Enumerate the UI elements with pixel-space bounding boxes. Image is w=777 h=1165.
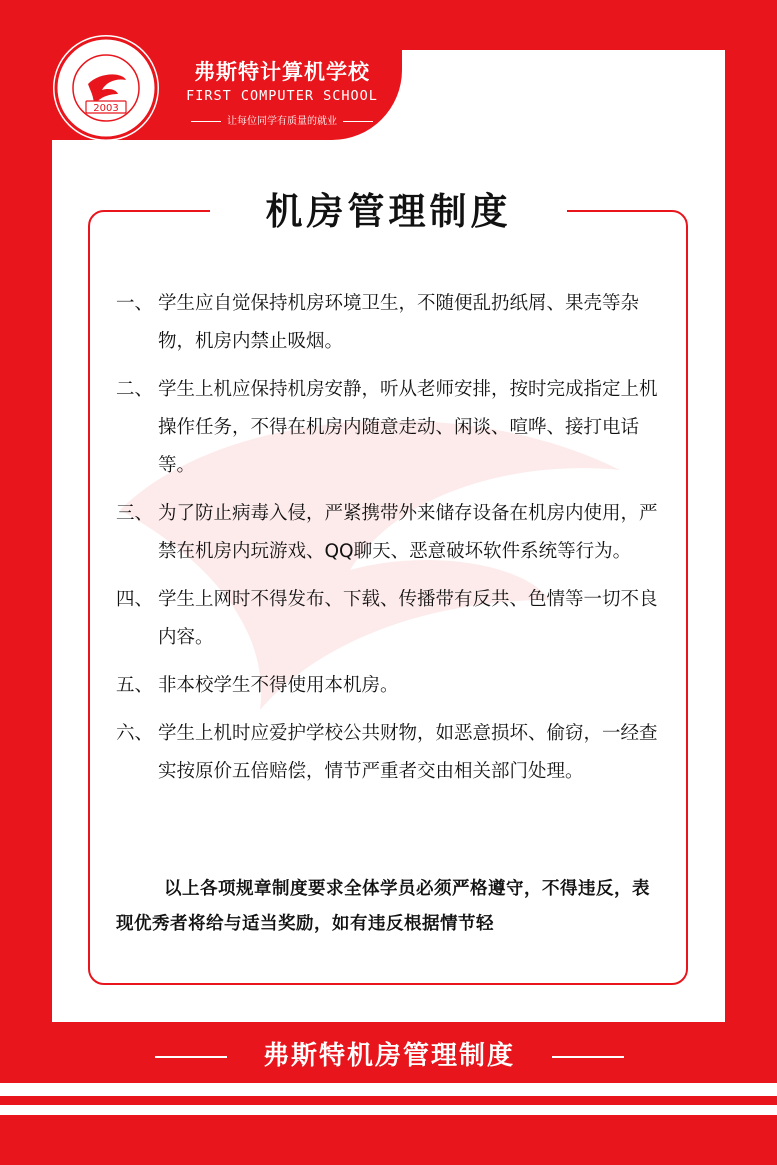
title-wrap xyxy=(210,186,567,238)
rule-item xyxy=(116,667,666,705)
footer-stripe xyxy=(0,1105,777,1115)
rule-item xyxy=(116,495,666,571)
rule-number: 一、 xyxy=(116,293,154,314)
closing-paragraph: 以上各项规章制度要求全体学员必须严格遵守，不得违反，表现优秀者将给与适当奖励，如有违反根据情节轻 xyxy=(116,879,650,934)
rule-item xyxy=(116,371,666,485)
rule-number: 六、 xyxy=(116,723,154,744)
school-slogan: 让每位同学有质量的就业 xyxy=(172,112,392,127)
school-name-en: FIRST COMPUTER SCHOOL xyxy=(186,88,378,104)
rule-text: 非本校学生不得使用本机房。 xyxy=(158,675,399,696)
school-name-cn: 弗斯特计算机学校 xyxy=(194,60,370,84)
footer-title: 弗斯特机房管理制度 xyxy=(262,1041,515,1071)
footer-stripe xyxy=(0,1083,777,1096)
rules-list xyxy=(116,285,666,801)
rule-text: 为了防止病毒入侵，严紧携带外来储存设备在机房内使用，严禁在机房内玩游戏、QQ聊天、恶意破坏软件系统等行为。 xyxy=(158,503,658,562)
rule-number: 四、 xyxy=(116,589,154,610)
rule-number: 二、 xyxy=(116,379,154,400)
rule-number: 三、 xyxy=(116,503,154,524)
rule-text: 学生上网时不得发布、下载、传播带有反共、色情等一切不良内容。 xyxy=(158,589,658,648)
rule-text: 学生上机时应爱护学校公共财物，如恶意损坏、偷窃，一经查实按原价五倍赔偿，情节严重者交由相关部门处理。 xyxy=(158,723,658,782)
rule-number: 五、 xyxy=(116,675,154,696)
rule-text: 学生上机应保持机房安静，听从老师安排，按时完成指定上机操作任务，不得在机房内随意走动、闲谈、喧哗、接打电话等。 xyxy=(158,379,658,476)
school-logo xyxy=(50,32,162,144)
rule-item xyxy=(116,581,666,657)
logo-year: 2003 xyxy=(93,103,119,114)
rule-item xyxy=(116,715,666,791)
footer-divider-right xyxy=(552,1056,624,1058)
rule-item xyxy=(116,285,666,361)
rule-text: 学生应自觉保持机房环境卫生，不随便乱扔纸屑、果壳等杂物，机房内禁止吸烟。 xyxy=(158,293,640,352)
page-title: 机房管理制度 xyxy=(265,190,512,233)
footer-divider-left xyxy=(155,1056,227,1058)
header-white-area xyxy=(402,50,725,140)
